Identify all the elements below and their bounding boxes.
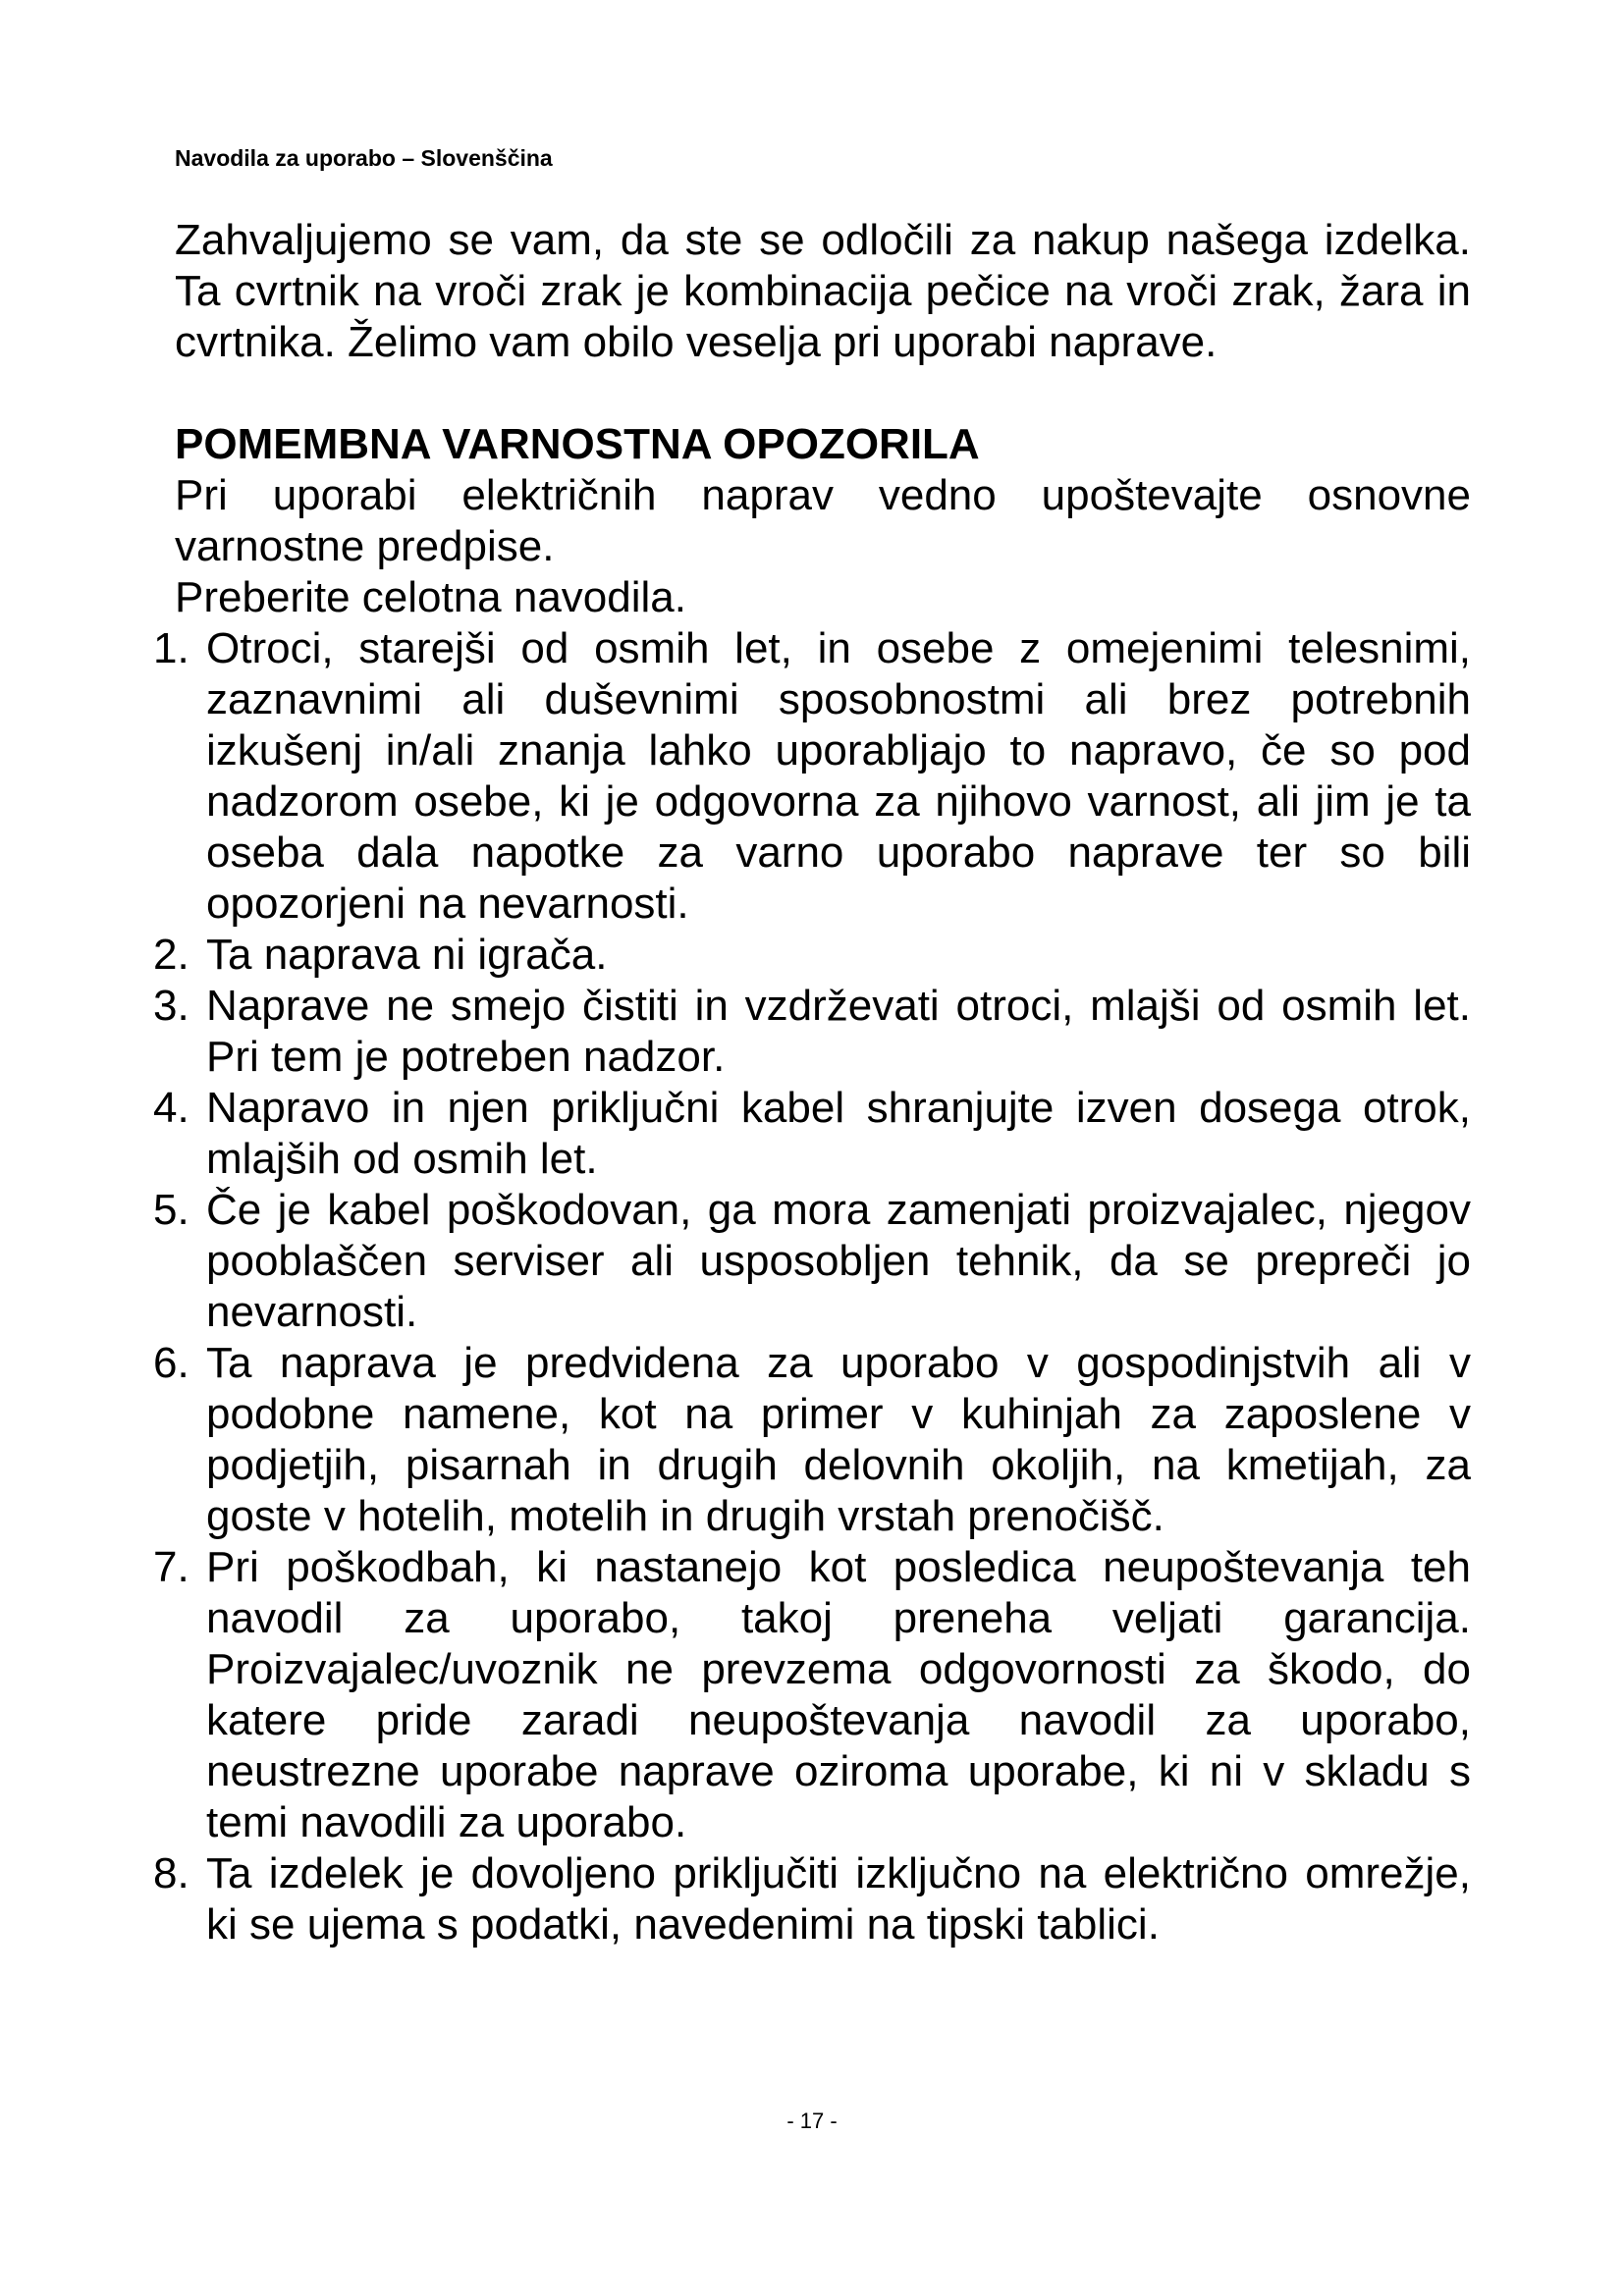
list-item-text: Otroci, starejši od osmih let, in osebe z omejenimi telesnimi, zaznavnimi ali duševnimi sposobnostmi ali brez potrebnih izkušenj in/ali znanja lahko uporabljajo to napravo, če so pod nadzorom osebe, ki je odgovorna za njihovo varnost, ali jim je ta oseba dala napotke za varno uporabo naprave ter so bili opozorjeni na nevarnosti. [206, 624, 1471, 928]
list-item [153, 981, 1471, 1083]
section-title: POMEMBNA VARNOSTNA OPOZORILA [175, 420, 980, 468]
list-item [153, 1848, 1471, 1950]
safety-paragraph-2: Preberite celotna navodila. [175, 573, 686, 621]
list-item-text: Ta naprava je predvidena za uporabo v gospodinjstvih ali v podobne namene, kot na primer v kuhinjah za zaposlene v podjetjih, pisarnah in drugih delovnih okoljih, na kmetijah, za goste v hotelih, motelih in drugih vrstah prenočišč. [206, 1339, 1471, 1540]
list-item-text: Ta izdelek je dovoljeno priključiti izključno na električno omrežje, ki se ujema s podatki, navedenimi na tipski tablici. [206, 1849, 1471, 1949]
list-item-text: Napravo in njen priključni kabel shranjujte izven dosega otrok, mlajših od osmih let. [206, 1084, 1471, 1183]
list-item [153, 930, 1471, 981]
list-item [153, 1083, 1471, 1185]
running-header: Navodila za uporabo – Slovenščina [175, 145, 553, 171]
list-item [153, 1542, 1471, 1848]
list-item-number: 2. [153, 931, 189, 979]
list-item-number: 7. [153, 1543, 189, 1591]
list-item-number: 3. [153, 982, 189, 1030]
list-item-text: Naprave ne smejo čistiti in vzdrževati otroci, mlajši od osmih let. Pri tem je potreben nadzor. [206, 982, 1471, 1081]
list-item [153, 1185, 1471, 1338]
page-number: - 17 - [786, 2109, 838, 2133]
list-item-text: Če je kabel poškodovan, ga mora zamenjati proizvajalec, njegov pooblaščen serviser ali usposobljen tehnik, da se prepreči jo nevarnosti. [206, 1186, 1471, 1336]
list-item-number: 8. [153, 1849, 189, 1897]
safety-paragraph-1: Pri uporabi električnih naprav vedno upoštevajte osnovne varnostne predpise. [175, 471, 1471, 570]
safety-list [153, 623, 1471, 1950]
list-item-number: 1. [153, 624, 189, 672]
intro-paragraph: Zahvaljujemo se vam, da ste se odločili za nakup našega izdelka. Ta cvrtnik na vroči zrak je kombinacija pečice na vroči zrak, žara in cvrtnika. Želimo vam obilo veselja pri uporabi naprave. [175, 216, 1471, 366]
list-item-number: 4. [153, 1084, 189, 1132]
list-item-text: Ta naprava ni igrača. [206, 931, 608, 979]
list-item-text: Pri poškodbah, ki nastanejo kot posledica neupoštevanja teh navodil za uporabo, takoj preneha veljati garancija. Proizvajalec/uvoznik ne prevzema odgovornosti za škodo, do katere pride zaradi neupoštevanja navodil za uporabo, neustrezne uporabe naprave oziroma uporabe, ki ni v skladu s temi navodili za uporabo. [206, 1543, 1471, 1846]
list-item-number: 6. [153, 1339, 189, 1387]
list-item-number: 5. [153, 1186, 189, 1234]
document-page [153, 145, 1471, 1950]
list-item [153, 1338, 1471, 1542]
list-item [153, 623, 1471, 930]
